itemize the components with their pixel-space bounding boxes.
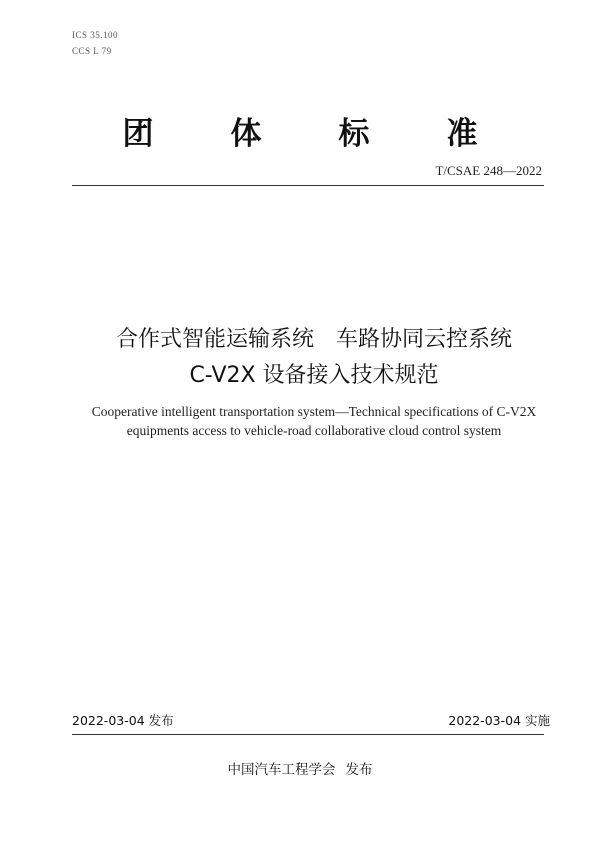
ccs-code: CCS L 79	[72, 46, 112, 56]
standard-number: T/CSAE 248—2022	[435, 163, 542, 178]
title-chinese-line-2: C-V2X 设备接入技术规范	[189, 363, 439, 388]
implementation-date: 2022-03-04 实施	[448, 713, 550, 728]
publisher-name: 中国汽车工程学会	[227, 762, 336, 778]
title-english-line-2: equipments access to vehicle-road collaborative cloud control system	[126, 423, 502, 438]
title-chinese-line-1: 合作式智能运输系统 车路协同云控系统	[115, 327, 512, 352]
publisher-line	[0, 758, 600, 778]
standard-type-char: 团	[122, 116, 154, 152]
publish-word: 发布	[345, 762, 373, 778]
top-divider	[72, 185, 544, 186]
standard-type-char: 体	[230, 116, 262, 152]
bottom-divider	[72, 734, 544, 735]
standard-type-char: 准	[446, 116, 478, 152]
standard-type-char: 标	[338, 116, 370, 152]
issue-date: 2022-03-04 发布	[72, 713, 174, 728]
standard-type-heading	[0, 108, 600, 153]
title-english-line-1: Cooperative intelligent transportation system—Technical specifications of C-V2X	[91, 404, 537, 419]
ics-code: ICS 35.100	[72, 30, 119, 40]
